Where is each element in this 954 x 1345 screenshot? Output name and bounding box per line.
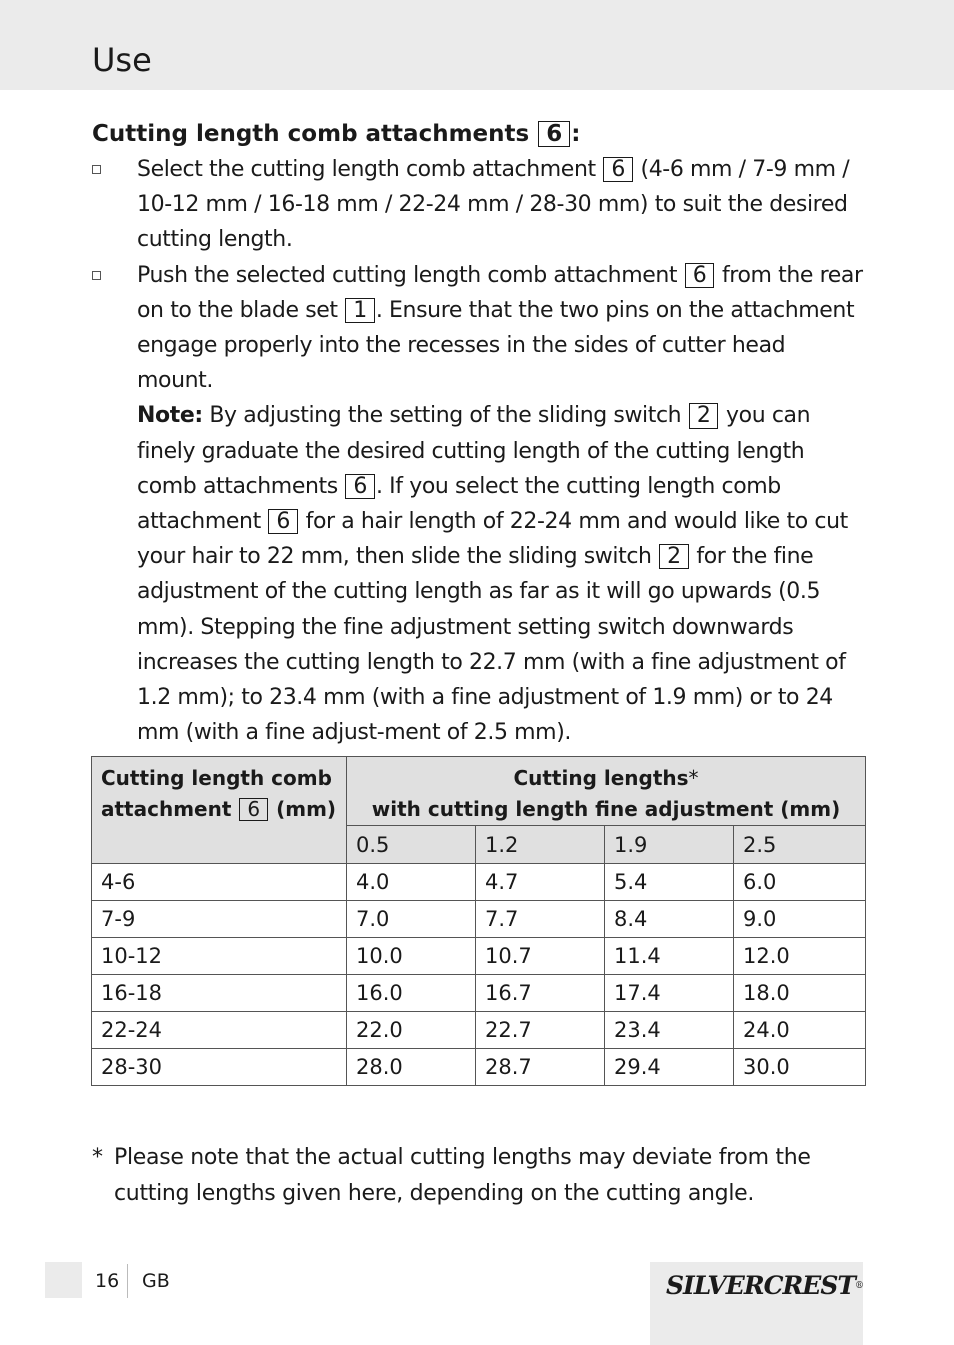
text-run: Push the selected cutting length comb attachment [137, 262, 678, 288]
brand-text: SILVER [666, 1271, 764, 1300]
text-run: for a hair length of 22-24 mm and would like to cut your hair to 22 mm, then slide the sliding switch [137, 509, 848, 570]
table-cell: 4.0 [347, 864, 476, 901]
cutting-lengths-table-wrap [91, 756, 865, 1086]
table-cell: 24.0 [734, 1012, 866, 1049]
footnote-text: Please note that the actual cutting lengths may deviate from the cutting lengths given here, depending on the cutting angle. [114, 1145, 811, 1206]
header-text: attachment [101, 797, 232, 821]
checkbox-bullet-icon [92, 271, 101, 280]
footnote-star: * [92, 1145, 103, 1170]
text-run: for the fine adjustment of the cutting length as far as it will go upwards (0.5 mm). Stepping the fine adjustment setting switch downwards increases the cutting length to 22.7 mm (with a fine adjustment of 1.2 mm); to 23.4 mm (with a fine adjustment of 1.9 mm) or to 24 mm (with a fine adjust-ment of 2.5 mm). [137, 544, 846, 746]
ref-box: 2 [689, 403, 719, 428]
bullet-text [137, 258, 867, 399]
note-paragraph [92, 398, 867, 750]
table-header-row [92, 757, 866, 826]
table-cell: 29.4 [605, 1049, 734, 1086]
table-cell: 10-12 [92, 938, 347, 975]
table-cell: 28.0 [347, 1049, 476, 1086]
table-cell: 4.7 [476, 864, 605, 901]
table-cell: 17.4 [605, 975, 734, 1012]
comb-attachments-section [92, 116, 867, 750]
table-cell: 10.7 [476, 938, 605, 975]
table-cell: 22-24 [92, 1012, 347, 1049]
table-cell: 9.0 [734, 901, 866, 938]
fine-value-cell: 1.2 [476, 826, 605, 864]
fine-value-cell: 1.9 [605, 826, 734, 864]
table-row [92, 975, 866, 1012]
ref-box: 6 [268, 509, 298, 534]
header-cutting-lengths [347, 757, 866, 826]
table-cell: 23.4 [605, 1012, 734, 1049]
table-cell: 7.0 [347, 901, 476, 938]
table-cell: 16-18 [92, 975, 347, 1012]
table-cell: 16.0 [347, 975, 476, 1012]
table-cell: 6.0 [734, 864, 866, 901]
footer-divider [127, 1264, 128, 1298]
checkbox-bullet-icon [92, 165, 101, 174]
table-cell: 28.7 [476, 1049, 605, 1086]
ref-box: 6 [538, 121, 570, 147]
table-cell: 28-30 [92, 1049, 347, 1086]
text-run: . Ensure that the two pins on the attachment engage properly into the recesses in the sides of cutter head mount. [137, 297, 855, 394]
note-text [137, 398, 867, 750]
table-cell: 5.4 [605, 864, 734, 901]
section-title-text: Cutting length comb attachments [92, 121, 530, 147]
text-run: from the rear on to the blade set [137, 262, 863, 323]
header-text: (mm) [276, 797, 337, 821]
header-text: Cutting lengths [513, 766, 689, 790]
table-cell: 10.0 [347, 938, 476, 975]
footnote [92, 1140, 852, 1212]
table-row [92, 864, 866, 901]
text-run: . If you select the cutting length comb attachment [137, 473, 781, 535]
fine-value-cell: 0.5 [347, 826, 476, 864]
text-run: (4-6 mm / 7-9 mm / 10-12 mm / 16-18 mm / 22-24 mm / 28-30 mm) to suit the desired cutting length. [137, 157, 850, 253]
table-cell: 16.7 [476, 975, 605, 1012]
ref-box: 6 [239, 798, 268, 821]
section-title-suffix: : [571, 121, 581, 147]
brand-text: CREST [763, 1271, 855, 1300]
table-cell: 7.7 [476, 901, 605, 938]
table-cell: 11.4 [605, 938, 734, 975]
table-cell: 18.0 [734, 975, 866, 1012]
text-run: By adjusting the setting of the sliding switch [209, 403, 682, 429]
fine-value-cell: 2.5 [734, 826, 866, 864]
table-row [92, 901, 866, 938]
ref-box: 2 [659, 544, 689, 569]
text-run: you can finely graduate the desired cutting length of the cutting length comb attachments [137, 403, 811, 499]
brand-registered: ® [854, 1281, 863, 1291]
table-row [92, 938, 866, 975]
table-cell: 22.7 [476, 1012, 605, 1049]
header-comb-attachment [92, 757, 347, 864]
table-cell: 8.4 [605, 901, 734, 938]
table-cell: 12.0 [734, 938, 866, 975]
header-star: * [688, 766, 699, 790]
bullet-text [137, 152, 867, 258]
ref-box: 6 [603, 157, 633, 182]
header-text: with cutting length fine adjustment (mm) [371, 797, 841, 821]
table-cell: 22.0 [347, 1012, 476, 1049]
ref-box: 6 [685, 263, 715, 288]
table-cell: 7-9 [92, 901, 347, 938]
bullet-item-select [92, 152, 867, 258]
table-row [92, 1012, 866, 1049]
bullet-item-push [92, 258, 867, 399]
page-title: Use [92, 41, 152, 79]
footer-marker [45, 1262, 82, 1298]
page-language: GB [142, 1270, 170, 1292]
table-row [92, 1049, 866, 1086]
table-cell: 4-6 [92, 864, 347, 901]
cutting-lengths-table [91, 756, 866, 1086]
header-text: Cutting length comb [101, 766, 332, 790]
ref-box: 6 [345, 474, 375, 499]
ref-box: 1 [345, 298, 375, 323]
page-number: 16 [95, 1270, 120, 1292]
brand-logo [666, 1268, 863, 1304]
text-run: Select the cutting length comb attachment [137, 157, 596, 182]
table-cell: 30.0 [734, 1049, 866, 1086]
section-title [92, 116, 867, 152]
note-label: Note: [137, 403, 203, 429]
